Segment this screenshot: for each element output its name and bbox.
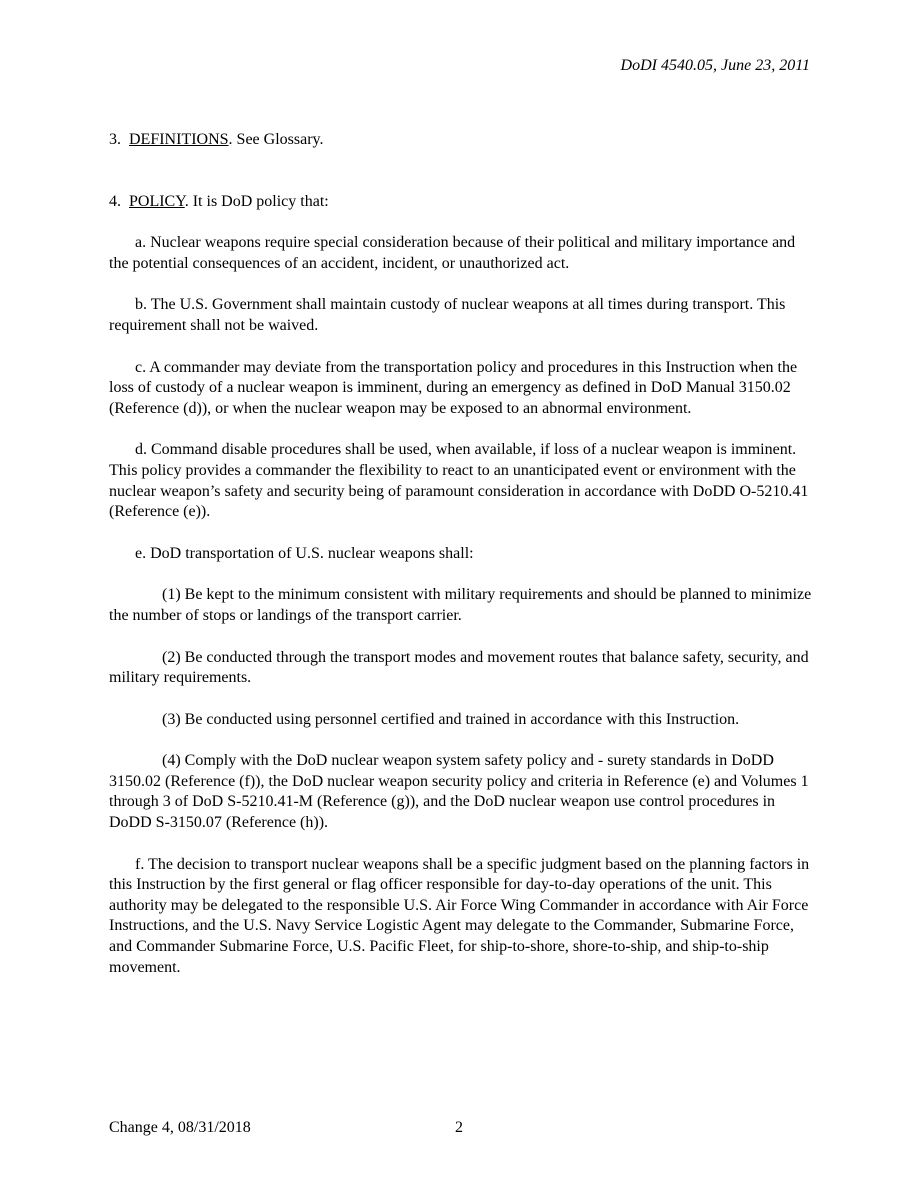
document-body	[109, 130, 813, 999]
policy-paragraph-c: c. A commander may deviate from the transportation policy and procedures in this Instruction when the loss of custody of a nuclear weapon is imminent, during an emergency as defined in DoD Manual 3150.02 (Reference (d)), or when the nuclear weapon may be exposed to an abnormal environment.	[109, 358, 798, 417]
policy-paragraph-d: d. Command disable procedures shall be used, when available, if loss of a nuclear weapon is imminent. This policy provides a commander the flexibility to react to an unanticipated event or environment with the nuclear weapon’s safety and security being of paramount consideration in accordance with DoDD O-5210.41 (Reference (e)).	[109, 441, 809, 521]
section-definitions	[109, 130, 813, 151]
section-heading-definitions: DEFINITIONS	[129, 131, 229, 148]
section-policy-intro: . It is DoD policy that:	[184, 192, 329, 210]
policy-subparagraph-2: (2) Be conducted through the transport modes and movement routes that balance safety, security, and military requirements.	[109, 648, 809, 687]
policy-paragraph-e: e. DoD transportation of U.S. nuclear weapons shall:	[135, 544, 474, 562]
section-definitions-text: . See Glossary.	[228, 131, 324, 148]
section-number: 4.	[109, 192, 121, 210]
document-reference-header: DoDI 4540.05, June 23, 2011	[620, 57, 810, 74]
policy-paragraph-a: a. Nuclear weapons require special consideration because of their political and military importance and the potential consequences of an accident, incident, or unauthorized act.	[109, 234, 796, 272]
section-policy	[109, 192, 813, 213]
page-number: 2	[455, 1119, 463, 1136]
change-footer: Change 4, 08/31/2018	[109, 1119, 251, 1136]
section-number: 3.	[109, 131, 121, 148]
policy-paragraph-b: b. The U.S. Government shall maintain custody of nuclear weapons at all times during transport. This requirement shall not be waived.	[109, 296, 786, 334]
policy-subparagraph-3: (3) Be conducted using personnel certified and trained in accordance with this Instruction.	[162, 710, 740, 728]
section-heading-policy: POLICY	[129, 192, 185, 210]
policy-paragraph-f: f. The decision to transport nuclear weapons shall be a specific judgment based on the planning factors in this Instruction by the first general or flag officer responsible for day-to-day operations of the unit. This authority may be delegated to the responsible U.S. Air Force Wing Commander in accordance with Air Force Instructions, and the U.S. Navy Service Logistic Agent may delegate to the Commander, Submarine Force, and Commander Submarine Force, U.S. Pacific Fleet, for ship-to-shore, shore-to-ship, and ship-to-ship movement.	[109, 855, 810, 976]
policy-subparagraph-1: (1) Be kept to the minimum consistent with military requirements and should be planned to minimize the number of stops or landings of the transport carrier.	[109, 586, 812, 624]
policy-subparagraph-4: (4) Comply with the DoD nuclear weapon system safety policy and - surety standards in DoDD 3150.02 (Reference (f)), the DoD nuclear weapon security policy and criteria in Reference (e) and Volumes 1 through 3 of DoD S-5210.41-M (Reference (g)), and the DoD nuclear weapon use control procedures in DoDD S-3150.07 (Reference (h)).	[109, 752, 809, 832]
